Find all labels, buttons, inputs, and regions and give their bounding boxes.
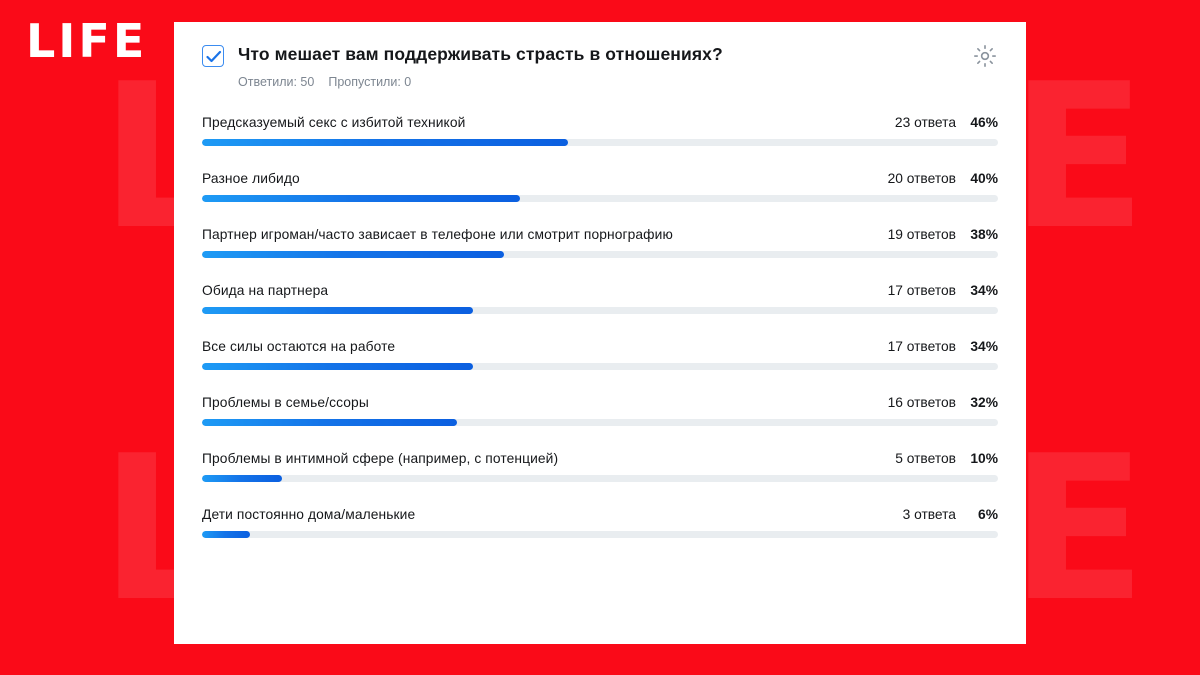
bar-fill <box>202 195 520 202</box>
list-item[interactable] <box>202 507 998 538</box>
bar-fill <box>202 419 457 426</box>
answer-count: 16 ответов <box>887 394 956 410</box>
poll-meta <box>238 75 972 89</box>
answered-count: Ответили: 50 <box>238 74 315 89</box>
poll-header <box>202 44 998 89</box>
bar-fill <box>202 363 473 370</box>
list-item[interactable] <box>202 171 998 202</box>
poll-answers <box>202 115 998 538</box>
list-item[interactable] <box>202 339 998 370</box>
answer-percent: 34% <box>970 282 998 298</box>
bar-track <box>202 419 998 426</box>
bar-fill <box>202 475 282 482</box>
list-item[interactable] <box>202 227 998 258</box>
watermark-letter: L <box>100 41 226 274</box>
answer-label: Предсказуемый секс с избитой техникой <box>202 114 466 130</box>
skipped-count: Пропустили: 0 <box>328 74 412 89</box>
bar-track <box>202 531 998 538</box>
list-item[interactable] <box>202 283 998 314</box>
poll-question-block <box>224 44 972 89</box>
checkbox-checked-icon[interactable] <box>202 45 224 67</box>
answer-label: Проблемы в семье/ссоры <box>202 394 369 410</box>
answer-count: 17 ответов <box>887 338 956 354</box>
watermark-letter: E <box>1010 41 1145 274</box>
poll-question: Что мешает вам поддерживать страсть в отношениях? <box>238 44 723 64</box>
bar-track <box>202 251 998 258</box>
list-item[interactable] <box>202 451 998 482</box>
answer-label: Партнер игроман/часто зависает в телефоне или смотрит порнографию <box>202 226 673 242</box>
bar-fill <box>202 531 250 538</box>
answer-percent: 40% <box>970 170 998 186</box>
answer-percent: 46% <box>970 114 998 130</box>
answer-percent: 34% <box>970 338 998 354</box>
watermark-letter: E <box>1010 413 1145 646</box>
list-item[interactable] <box>202 395 998 426</box>
bar-track <box>202 139 998 146</box>
bar-fill <box>202 307 473 314</box>
answer-count: 17 ответов <box>887 282 956 298</box>
answer-label: Разное либидо <box>202 170 300 186</box>
life-logo: LIFE <box>26 14 148 68</box>
bar-track <box>202 195 998 202</box>
answer-percent: 38% <box>970 226 998 242</box>
answer-count: 23 ответа <box>894 114 956 130</box>
answer-percent: 10% <box>970 450 998 466</box>
bar-track <box>202 475 998 482</box>
answer-count: 5 ответов <box>895 450 956 466</box>
bar-track <box>202 363 998 370</box>
watermark-letter: L <box>100 413 226 646</box>
bar-track <box>202 307 998 314</box>
answer-label: Проблемы в интимной сфере (например, с потенцией) <box>202 450 559 466</box>
answer-label: Все силы остаются на работе <box>202 338 396 354</box>
answer-count: 3 ответа <box>902 506 956 522</box>
answer-percent: 6% <box>978 506 998 522</box>
list-item[interactable] <box>202 115 998 146</box>
gear-icon[interactable] <box>972 43 998 69</box>
poll-card <box>174 22 1026 644</box>
answer-count: 20 ответов <box>887 170 956 186</box>
answer-label: Дети постоянно дома/маленькие <box>202 506 416 522</box>
bar-fill <box>202 139 568 146</box>
answer-percent: 32% <box>970 394 998 410</box>
answer-label: Обида на партнера <box>202 282 329 298</box>
answer-count: 19 ответов <box>887 226 956 242</box>
bar-fill <box>202 251 504 258</box>
